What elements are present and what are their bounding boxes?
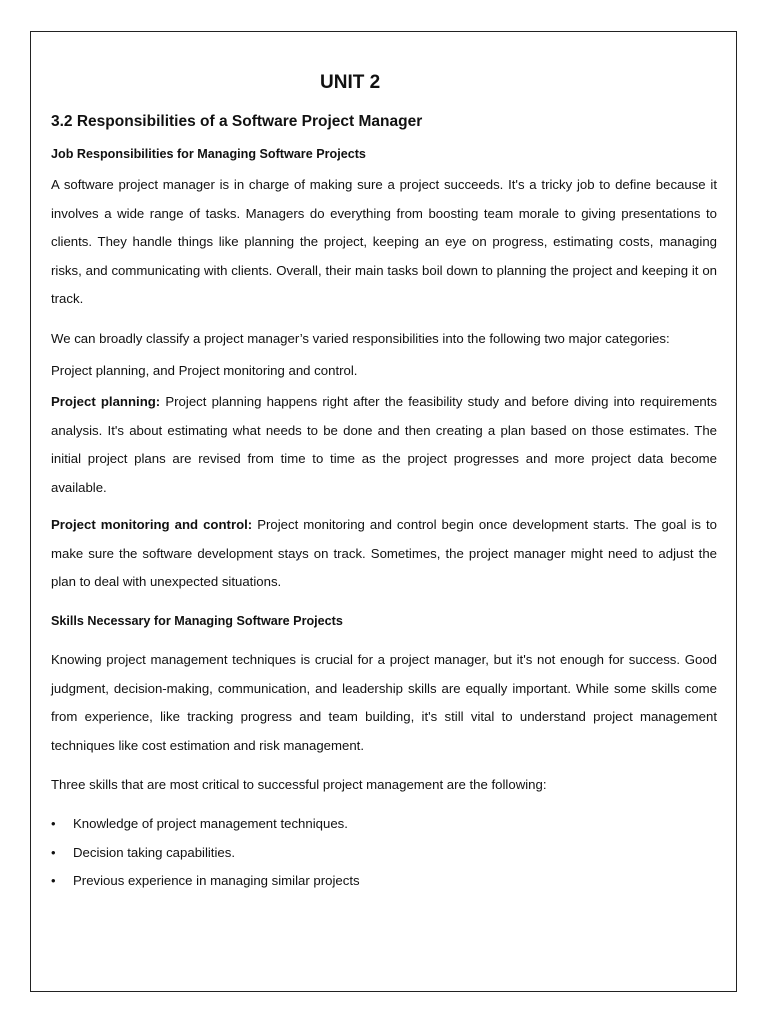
intro-paragraph: A software project manager is in charge of making sure a project succeeds. It's a tricky job to define because it involves a wide range of tasks. Managers do everything from boosting team morale to giving presentations to clients. They handle things like planning the project, keeping an eye on progress, estimating costs, managing risks, and communicating with clients. Overall, their main tasks boil down to planning the project and keeping it on track. — [51, 177, 717, 306]
bullet-icon: • — [51, 844, 56, 860]
list-item-text: Previous experience in managing similar projects — [73, 873, 360, 888]
project-planning-label: Project planning: — [51, 394, 161, 409]
job-responsibilities-heading: Job Responsibilities for Managing Software Projects — [51, 147, 366, 161]
bullet-icon: • — [51, 873, 56, 888]
project-monitoring-text: Project monitoring and control begin once development starts. The goal is to make sure the software development stays on track. Sometimes, the project manager might need to adjust the plan to deal with unexpected situations. — [51, 517, 717, 589]
section-heading: 3.2 Responsibilities of a Software Project Manager — [51, 113, 423, 130]
list-item — [51, 843, 360, 872]
skills-heading: Skills Necessary for Managing Software Projects — [51, 614, 343, 628]
project-planning-paragraph — [51, 388, 717, 502]
classify-line: We can broadly classify a project manager’s varied responsibilities into the following two major categories: — [51, 331, 670, 346]
skills-bullet-list — [51, 814, 360, 900]
list-item-text: Knowledge of project management techniques. — [73, 816, 348, 831]
skills-paragraph: Knowing project management techniques is crucial for a project manager, but it's not enough for success. Good judgment, decision-making, communication, and leadership skills are equally important. While some skills come from experience, like tracking progress and team building, it's still vital to understand project management techniques like cost estimation and risk management. — [51, 652, 717, 753]
list-item — [51, 871, 360, 900]
skills-intro-line: Three skills that are most critical to successful project management are the following: — [51, 777, 547, 792]
bullet-icon: • — [51, 816, 56, 831]
list-item — [51, 814, 360, 843]
project-monitoring-paragraph — [51, 511, 717, 597]
categories-line: Project planning, and Project monitoring and control. — [51, 363, 358, 378]
project-planning-text: Project planning happens right after the feasibility study and before diving into requirements analysis. It's about estimating what needs to be done and then creating a plan based on those estimates. The initial project plans are revised from time to time as the project progresses and more project data become available. — [51, 394, 717, 495]
list-item-text: Decision taking capabilities. — [73, 844, 235, 860]
project-monitoring-label: Project monitoring and control: — [51, 517, 253, 532]
unit-title: UNIT 2 — [320, 72, 381, 93]
